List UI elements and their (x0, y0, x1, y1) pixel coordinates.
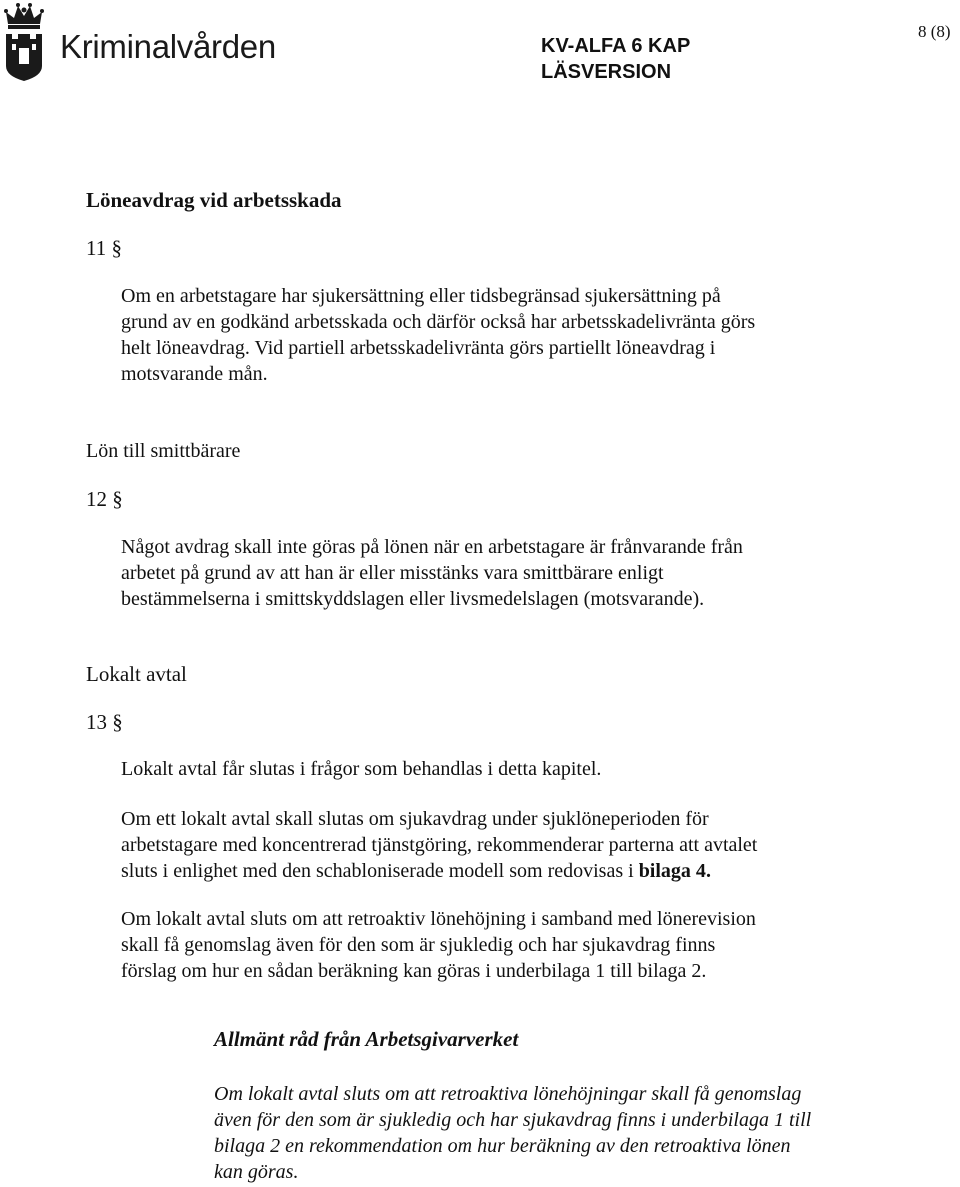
text-line: bestämmelserna i smittskyddslagen eller livsmedelslagen (motsvarande). (121, 588, 705, 610)
paragraph-text-11 (121, 283, 921, 387)
crown-castle-logo-icon (2, 2, 46, 82)
bold-reference: bilaga 4 (638, 860, 706, 882)
document-title-line1: KV-ALFA 6 KAP (541, 35, 691, 57)
paragraph-text-13-1 (121, 756, 921, 782)
text-line: Om en arbetstagare har sjukersättning eller tidsbegränsad sjukersättning på (121, 285, 721, 307)
text-line: arbetstagare med koncentrerad tjänstgöring, rekommenderar parterna att avtalet (121, 834, 758, 856)
organization-name: Kriminalvården (60, 28, 276, 65)
document-title-line2: LÄSVERSION (541, 61, 672, 83)
paragraph-number-13: 13 § (86, 710, 123, 734)
section-heading-12: Lön till smittbärare (86, 440, 241, 462)
text-line: Om ett lokalt avtal skall slutas om sjukavdrag under sjuklöneperioden för (121, 808, 709, 830)
advice-text (214, 1081, 944, 1185)
text-line: Lokalt avtal får slutas i frågor som behandlas i detta kapitel. (121, 758, 602, 780)
text-line: även för den som är sjukledig och har sjukavdrag finns i underbilaga 1 till (214, 1109, 812, 1131)
text-line: grund av en godkänd arbetsskada och därför också har arbetsskadelivränta görs (121, 311, 756, 333)
text-line: kan göras. (214, 1161, 299, 1183)
paragraph-text-13-3 (121, 906, 921, 984)
paragraph-text-13-2 (121, 806, 921, 884)
page-number: 8 (8) (918, 22, 951, 41)
text-line: förslag om hur en sådan beräkning kan göras i underbilaga 1 till bilaga 2. (121, 960, 707, 982)
document-title (541, 33, 690, 85)
paragraph-text-12 (121, 534, 921, 612)
text-line: arbetet på grund av att han är eller misstänks vara smittbärare enligt (121, 562, 664, 584)
text-line: motsvarande mån. (121, 363, 268, 385)
advice-heading: Allmänt råd från Arbetsgivarverket (214, 1027, 519, 1051)
section-heading-11: Löneavdrag vid arbetsskada (86, 188, 342, 212)
text-line: Något avdrag skall inte göras på lönen när en arbetstagare är frånvarande från (121, 536, 743, 558)
text-line: helt löneavdrag. Vid partiell arbetsskadelivränta görs partiellt löneavdrag i (121, 337, 716, 359)
text-line: bilaga 2 en rekommendation om hur beräkning av den retroaktiva lönen (214, 1135, 791, 1157)
paragraph-number-12: 12 § (86, 487, 123, 511)
text-fragment: sluts i enlighet med den schabloniserade modell som redovisas i (121, 860, 639, 882)
paragraph-number-11: 11 § (86, 236, 122, 260)
bold-period: . (705, 860, 711, 882)
text-line: Om lokalt avtal sluts om att retroaktiv lönehöjning i samband med lönerevision (121, 908, 756, 930)
section-heading-13: Lokalt avtal (86, 662, 187, 686)
text-line (121, 858, 921, 884)
text-line: Om lokalt avtal sluts om att retroaktiva lönehöjningar skall få genomslag (214, 1083, 802, 1105)
text-line: skall få genomslag även för den som är sjukledig och har sjukavdrag finns (121, 934, 716, 956)
